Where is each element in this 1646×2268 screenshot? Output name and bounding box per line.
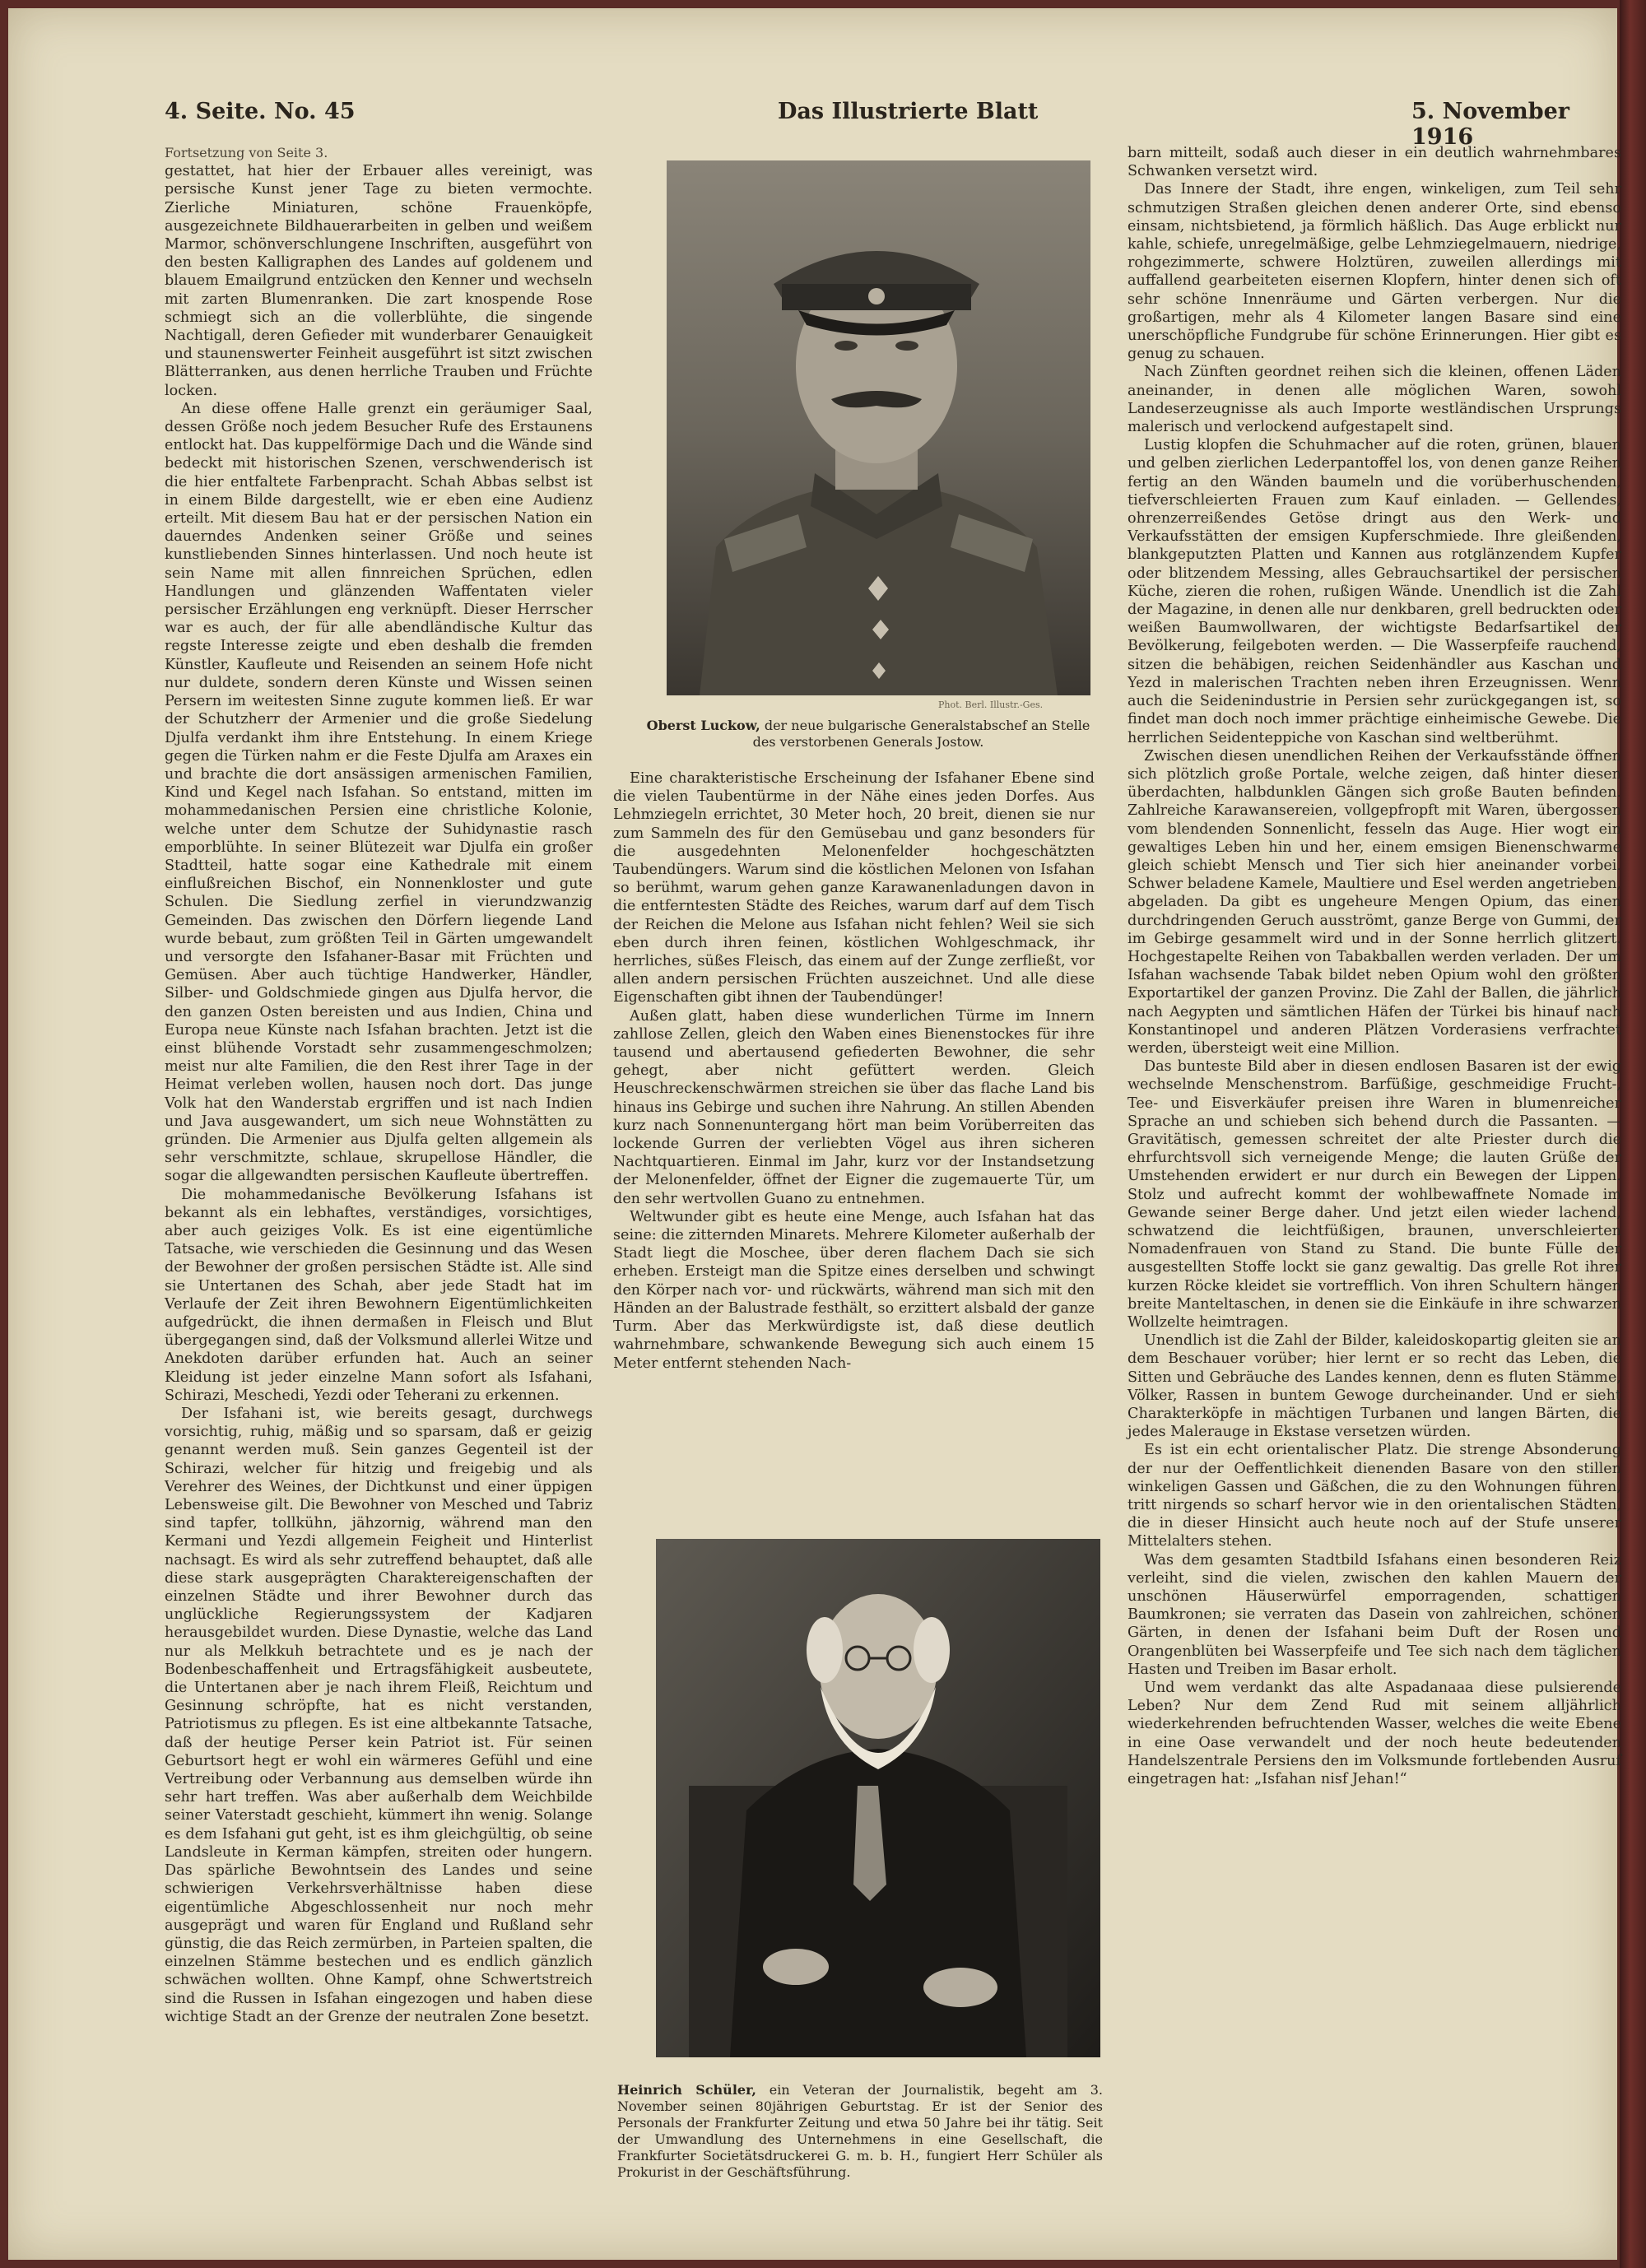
text-column-right xyxy=(1128,144,1621,1788)
paragraph: Nach Zünften geordnet reihen sich die kleinen, offenen Läden aneinander, in denen alle möglichen Waren, sowohl Landeserzeugnisse als auch Importe westländischen Ursprungs malerisch und verlockend aufgestapelt sind. xyxy=(1128,364,1621,436)
page-number-header: 4. Seite. No. 45 xyxy=(165,99,356,124)
paragraph: Das bunteste Bild aber in diesen endlosen Basaren ist der ewig wechselnde Menschenstrom. Barfüßige, geschmeidige Frucht-, Tee- und Eisverkäufer preisen ihre Waren in blumenreicher Sprache an und schieben sich behend durch die Passanten. — Gravitätisch, gemessen schreitet der alte Priester durch die ehrfurchtsvoll sich verneigende Menge; die lauten Grüße der Umstehenden erwidert er nur durch ein Bewegen der Lippen. Stolz und aufrecht kommt der wohlbewaffnete Nomade im Gewande seiner Berge daher. Und jetzt eilen wieder lachend, schwatzend die leichtfüßigen, braunen, unverschleierten Nomadenfrauen von Stand zu Stand. Die bunte Fülle der ausgestellten Stoffe lockt sie ganz gewaltig. Das grelle Rot ihrer kurzen Röcke kleidet sie vortrefflich. Von ihren Schultern hängen breite Manteltaschen, in denen sie die Einkäufe in ihre schwarzen Wollzelte heimtragen. xyxy=(1128,1058,1621,1331)
paragraph: Zwischen diesen unendlichen Reihen der Verkaufsstände öffnen sich plötzlich große Portale, welche zeigen, daß hinter diesen überdachten, halbdunklen Gängen sich große Bauten befinden. Zahlreiche Karawansereien, vollgepfropft mit Waren, übergossen vom blendenden Sonnenlicht, fesseln das Auge. Hier wogt ein gewaltiges Leben hin und her, einem emsigen Bienenschwarme gleich schiebt Mensch und Tier sich hier aneinander vorbei. Schwer beladene Kamele, Maultiere und Esel werden angetrieben, abgeladen. Da gibt es ungeheure Mengen Opium, das einen durchdringenden Geruch ausströmt, ganze Berge von Gummi, der im Gebirge gesammelt wird und in der Sonne herrlich glitzert. Hochgestapelte Reihen von Tabakballen werden verladen. Der um Isfahan wachsende Tabak bildet neben Opium wohl den größten Exportartikel der ganzen Provinz. Die Zahl der Ballen, die jährlich nach Aegypten und sämtlichen Häfen der Türkei bis hinauf nach Konstantinopel und anderen Plätzen Vorderasiens verfrachtet werden, übersteigt weit eine Million. xyxy=(1128,747,1621,1057)
paragraph: Lustig klopfen die Schuhmacher auf die roten, grünen, blauen und gelben zierlichen Lederpantoffel los, von denen ganze Reihen fertig an den Wänden baumeln und die vorüberhuschenden, tiefverschleierten Frauen zum Kauf einladen. — Gellendes, ohrenzerreißendes Getöse dringt aus den Werk- und Verkaufsstätten der emsigen Kupferschmiede. Ihre gleißenden, blankgeputzten Platten und Kannen aus rotglänzendem Kupfer oder blitzendem Messing, alles Gebrauchsartikel der persischen Küche, zieren die rohen, rußigen Wände. Unendlich ist die Zahl der Magazine, in denen alle nur denkbaren, grell bedruckten oder weißen Baumwollwaren, der wichtigste Bedarfsartikel der Bevölkerung, feilgeboten werden. — Die Wasserpfeife rauchend, sitzen die behäbigen, reichen Seidenhändler aus Kaschan und Yezd in malerischen Trachten neben ihren Erzeugnissen. Wenn auch die Seidenindustrie in Persien sehr zurückgegangen ist, so findet man doch noch immer prächtige einheimische Gewebe. Die herrlichen Seidenteppiche von Kaschan sind weltberühmt. xyxy=(1128,437,1621,746)
journalist-portrait-photo xyxy=(656,1539,1100,2057)
caption-person-name: Heinrich Schüler, xyxy=(617,2082,756,2098)
officer-portrait-illustration xyxy=(667,160,1090,695)
photo-credit: Phot. Berl. Illustr.-Ges. xyxy=(938,699,1044,710)
caption-person-name: Oberst Luckow, xyxy=(646,718,760,733)
paragraph: Weltwunder gibt es heute eine Menge, auch Isfahan hat das seine: die zitternden Minarets. Mehrere Kilometer außerhalb der Stadt liegt die Moschee, über deren flachem Dach sie sich erheben. Ersteigt man die Spitze eines derselben und schwingt den Körper nach vor- und rückwärts, während man sich mit den Händen an der Balustrade festhält, so erzittert alsbald der ganze Turm. Aber das Merkwürdigste ist, daß diese deutlich wahrnehmbare, schwankende Bewegung sich auch einem 15 Meter entfernt stehenden Nach- xyxy=(613,1208,1095,1372)
paragraph: An diese offene Halle grenzt ein geräumiger Saal, dessen Größe noch jedem Besucher Rufe des Erstaunens entlockt hat. Das kuppelförmige Dach und die Wände sind bedeckt mit historischen Szenen, verschwenderisch ist die hier entfaltete Farbenpracht. Schah Abbas selbst ist in einem Bilde dargestellt, wie er eben eine Audienz erteilt. Mit diesem Bau hat er der persischen Nation ein dauerndes Andenken seiner Größe und seines kunstliebenden Sinnes hinterlassen. Und noch heute ist sein Name mit allen finnreichen Sprüchen, edlen Handlungen und glänzenden Waffentaten vieler persischer Erzählungen eng verknüpft. Dieser Herrscher war es auch, der für alle abendländische Kultur das regste Interesse zeigte und eben deshalb die fremden Künstler, Kaufleute und Reisenden an seinem Hofe nicht nur duldete, sondern deren Künste und Wissen seinen Persern im weitesten Sinne zugute kommen ließ. Er war der Schutzherr der Armenier und die große Siedelung Djulfa verdankt ihm ihre Entstehung. In einem Kriege gegen die Türken nahm er die Feste Djulfa am Araxes ein und brachte die dort ansässigen armenischen Familien, Kind und Kegel nach Isfahan. So entstand, mitten im mohammedanischen Persien eine christliche Kolonie, welche unter dem Schutze der Suhidynastie rasch emporblühte. In seiner Blütezeit war Djulfa ein großer Stadtteil, hatte sogar eine Kathedrale mit einem einflußreichen Bischof, ein Nonnenkloster und gute Schulen. Die Siedlung zerfiel in vierundzwanzig Gemeinden. Das zwischen den Dörfern liegende Land wurde bebaut, zum größten Teil in Gärten umgewandelt und versorgte den Isfahaner-Basar mit Früchten und Gemüsen. Aber auch tüchtige Handwerker, Händler, Silber- und Goldschmiede gingen aus Djulfa hervor, die den ganzen Osten bereisten und aus Indien, China und Europa neue Künste nach Isfahan brachten. Jetzt ist die einst blühende Vorstadt sehr zusammengeschmolzen; meist nur alte Familien, die den Rest ihrer Tage in der Heimat verleben wollen, hausen noch dort. Das junge Volk hat den Wanderstab ergriffen und ist nach Indien und Java ausgewandert, um sich neue Wohnstätten zu gründen. Die Armenier aus Djulfa gelten allgemein als sehr verschmitzte, schlaue, skrupellose Händler, die sogar die allgewandten persischen Kaufleute übertreffen. xyxy=(165,400,593,1185)
masthead-title: Das Illustrierte Blatt xyxy=(778,99,1039,124)
officer-portrait-photo xyxy=(667,160,1090,695)
paragraph: Außen glatt, haben diese wunderlichen Türme im Innern zahllose Zellen, gleich den Waben eines Bienenstockes für ihre tausend und abertausend gefiederten Bewohner, die sehr gehegt, aber nicht gefüttert werden. Gleich Heuschreckenschwärmen streichen sie über das flache Land bis hinaus ins Gebirge und suchen ihre Nahrung. An stillen Abenden kurz nach Sonnenuntergang hört man beim Vorüberreiten das lockende Gurren der verliebten Vögel aus ihren sicheren Nachtquartieren. Einmal im Jahr, kurz vor der Instandsetzung der Melonenfelder, öffnet der Eigner die zugemauerte Tür, um den sehr wertvollen Guano zu entnehmen. xyxy=(613,1007,1095,1207)
text-column-middle xyxy=(613,769,1095,1373)
paragraph: barn mitteilt, sodaß auch dieser in ein deutlich wahrnehmbares Schwanken versetzt wird. xyxy=(1128,145,1621,180)
paragraph: Was dem gesamten Stadtbild Isfahans einen besonderen Reiz verleiht, sind die vielen, zwischen den kahlen Mauern der unschönen Häuserwürfel emporragenden, schattigen Baumkronen; sie verraten das Dasein von zahlreichen, schönen Gärten, in denen der Isfahani beim Duft der Rosen und Orangenblüten bei Wasserpfeife und Tee sich nach dem täglichen Hasten und Treiben im Basar erholt. xyxy=(1128,1551,1621,1678)
paragraph: Es ist ein echt orientalischer Platz. Die strenge Absonderung der nur der Oeffentlichkeit dienenden Basare von den stillen winkeligen Gassen und Gäßchen, die zu den Wohnungen führen, tritt nirgends so scharf hervor wie in den orientalischen Städten, die in dieser Hinsicht auch heute noch auf der Stufe unserer Mittelalters stehen. xyxy=(1128,1442,1621,1550)
issue-date: 5. November 1916 xyxy=(1411,99,1569,150)
paragraph: Das Innere der Stadt, ihre engen, winkeligen, zum Teil sehr schmutzigen Straßen gleichen denen anderer Orte, sind ebenso einsam, nichtsbietend, ja förmlich häßlich. Das Auge erblickt nur kahle, schiefe, unregelmäßige, gelbe Lehmziegelmauern, niedrige, rohgezimmerte, schwere Holztüren, zuweilen allerdings mit auffallend gearbeiteten eisernen Klopfern, hinter denen sich oft sehr schöne Innenräume und Gärten verbergen. Nur die großartigen, mehr als 4 Kilometer langen Basare sind eine unerschöpfliche Fundgrube für schöne Erinnerungen. Hier gibt es genug zu schauen. xyxy=(1128,181,1621,363)
journalist-portrait-illustration xyxy=(656,1539,1100,2057)
caption-text: der neue bulgarische Generalstabschef an Stelle des verstorbenen Generals Jostow. xyxy=(752,718,1090,750)
photo-caption-officer xyxy=(634,718,1103,751)
newspaper-page xyxy=(8,8,1621,2260)
paragraph: gestattet, hat hier der Erbauer alles vereinigt, was persische Kunst jener Tage zu bieten vermochte. Zierliche Miniaturen, schöne Frauenköpfe, ausgezeichnete Bildhauerarbeiten in gelben und weißem Marmor, schönverschlungene Inschriften, ausgeführt von den besten Kalligraphen des Landes auf goldenem und blauem Emailgrund entzücken den Kenner und wechseln mit zarten Blumenranken. Die zart knospende Rose schmiegt sich an die vollerblühte, die singende Nachtigall, deren Gefieder mit wunderbarer Genauigkeit und staunenswerter Feinheit ausgeführt ist sitzt zwischen Blätterranken, aus denen herrliche Trauben und Früchte locken. xyxy=(165,163,593,399)
paragraph: Und wem verdankt das alte Aspadanaaa diese pulsierende Leben? Nur dem Zend Rud mit seinem alljährlich wiederkehrenden befruchtenden Wasser, welches die weite Ebene in eine Oase verwandelt und der noch heute bedeutenden Handelszentrale Persiens den im Volksmunde fortlebenden Ausruf eingetragen hat: „Isfahan nisf Jehan!“ xyxy=(1128,1680,1621,1788)
caption-text: ein Veteran der Journalistik, begeht am 3. November seinen 80jährigen Geburtstag. Er ist der Senior des Personals der Frankfurter Zeitung und etwa 50 Jahre bei ihr tätig. Seit der Umwandlung des Unternehmens in eine Gesellschaft, die Frankfurter Societätsdruckerei G. m. b. H., fungiert Herr Schüler als Prokurist in der Geschäftsführung. xyxy=(617,2082,1103,2180)
paragraph: Unendlich ist die Zahl der Bilder, kaleidoskopartig gleiten sie an dem Beschauer vorüber; hier lernt er so recht das Leben, die Sitten und Gebräuche des Landes kennen, denn es fluten Stämme, Völker, Rassen in buntem Gewoge durcheinander. Und er sieht Charakterköpfe in mächtigen Turbanen und langen Bärten, die jedes Maleraugе in Ekstase versetzen würden. xyxy=(1128,1332,1621,1441)
paragraph: Der Isfahani ist, wie bereits gesagt, durchwegs vorsichtig, ruhig, mäßig und so sparsam, daß er geizig genannt werden muß. Sein ganzes Gegenteil ist der Schirazi, welcher für hitzig und freigebig und als Verehrer des Weines, der Dichtkunst und einer üppigen Lebensweise gilt. Die Bewohner von Mesched und Tabriz sind tapfer, tollkühn, jähzornig, während man den Kermani und Yezdi allgemein Feigheit und Hinterlist nachsagt. Es wird als sehr zutreffend behauptet, daß alle diese stark ausgeprägten Charaktereigenschaften der einzelnen Städte und ihrer Bewohner durch das unglückliche Regierungssystem der Kadjaren herausgebildet wurden. Diese Dynastie, welche das Land nur als Melkkuh betrachtete und es je nach der Bodenbeschaffenheit und Ertragsfähigkeit ausbeutete, die Untertanen aber je nach ihrem Fleiß, Reichtum und Gesinnung schröpfte, hat es nicht verstanden, Patriotismus zu pflegen. Es ist eine altbekannte Tatsache, daß der heutige Perser kein Patriot ist. Für seinen Geburtsort hegt er wohl ein wärmeres Gefühl und eine Vertreibung oder Verbannung aus demselben würde ihn sehr hart treffen. Was aber außerhalb dem Weichbilde seiner Vaterstadt geschieht, kümmert ihn wenig. Solange es dem Isfahani gut geht, ist es ihm gleichgültig, ob seine Landsleute in Kerman kämpfen, streiten oder hungern. Das spärliche Bewohntsein des Landes und seine schwierigen Verkehrsverhältnisse haben diese eigentümliche Abgeschlossenheit nur noch mehr ausgeprägt und waren für England und Rußland sehr günstig, die das Reich zermürben, in Parteien spalten, die einzelnen Stämme bestechen und es endlich gänzlich schwächen wollten. Ohne Kampf, ohne Schwertstreich sind die Russen in Isfahan eingezogen und haben diese wichtige Stadt an der Grenze der neutralen Zone besetzt. xyxy=(165,1406,593,2025)
paragraph: Die mohammedanische Bevölkerung Isfahans ist bekannt als ein lebhaftes, verständiges, vorsichtiges, aber auch geiziges Volk. Es ist eine eigentümliche Tatsache, wie verschieden die Gesinnung und das Wesen der Bewohner der großen persischen Städte ist. Alle sind sie Untertanen des Schah, aber jede Stadt hat im Verlaufe der Zeit ihren Bewohnern Eigentümlichkeiten aufgedrückt, die ihnen dermaßen in Fleisch und Blut übergegangen sind, daß der Volksmund allerlei Witze und Anekdoten darüber erfunden hat. Auch an seiner Kleidung ist jeder einzelne Mann sofort als Isfahani, Schirazi, Meschedi, Yezdi oder Teherani zu erkennen. xyxy=(165,1186,593,1404)
photo-caption-journalist xyxy=(617,2082,1103,2181)
continuation-note: Fortsetzung von Seite 3. xyxy=(165,145,328,160)
paragraph: Eine charakteristische Erscheinung der Isfahaner Ebene sind die vielen Taubentürme in der Nähe eines jeden Dorfes. Aus Lehmziegeln errichtet, 30 Meter hoch, 20 breit, dienen sie nur zum Sammeln des für den Gemüsebau und ganz besonders für die ausgedehnten Melonenfelder hochgeschätzten Taubendüngers. Warum sind die köstlichen Melonen von Isfahan so berühmt, warum gehen ganze Karawanenladungen davon in die entferntesten Städte des Reiches, warum darf auf dem Tisch der Reichen die Melone aus Isfahan nicht fehlen? Weil sie sich eben durch ihren feinen, köstlichen Wohlgeschmack, ihr herrliches, süßes Fleisch, das einem auf der Zunge zerfließt, vor allen andern persischen Früchten auszeichnet. Und alle diese Eigenschaften gibt ihnen der Taubendünger! xyxy=(613,770,1095,1006)
book-binding xyxy=(1620,0,1646,2268)
text-column-left xyxy=(165,144,593,2026)
